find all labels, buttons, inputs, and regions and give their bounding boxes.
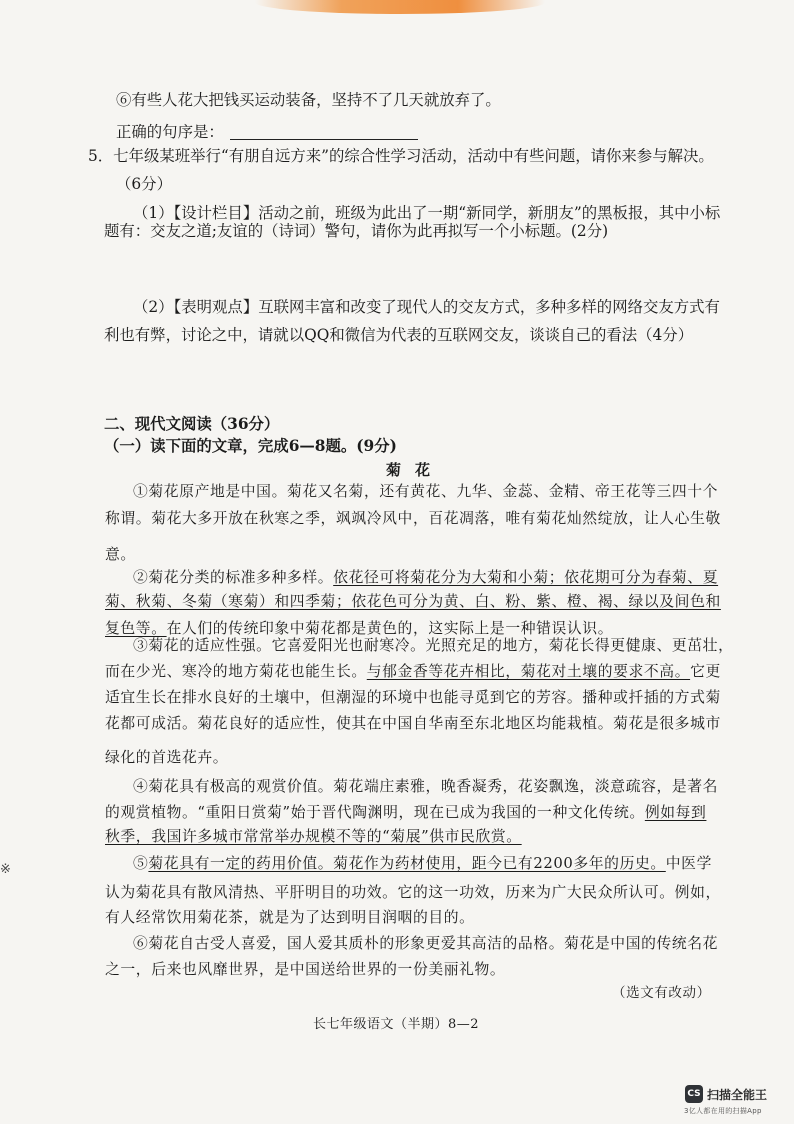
para5-line3: 有人经常饮用菊花茶，就是为了达到明目润咽的目的。 xyxy=(105,909,475,926)
sentence-item-6: ⑥有些人花大把钱买运动装备，坚持不了几天就放弃了。 xyxy=(116,91,501,109)
page-footer: 长七年级语文（半期）8—2 xyxy=(313,1017,480,1032)
section-subheading: （一）读下面的文章，完成6—8题。(9分) xyxy=(104,437,397,455)
para1-line1: ①菊花原产地是中国。菊花又名菊，还有黄花、九华、金蕊、金精、帝王花等三四十个 xyxy=(133,483,719,500)
para3-text-end: 它更 xyxy=(690,663,721,680)
question-5-part2: （2）【表明观点】互联网丰富和改变了现代人的交友方式，多种多样的网络交友方式有 xyxy=(133,298,720,316)
para3-text: 而在少光、寒冷的地方菊花也能生长。 xyxy=(105,663,367,680)
para4-underline: 例如每到 xyxy=(644,804,707,821)
para3-line3: 适宜生长在排水良好的土壤中，但潮湿的环境中也能寻觅到它的芳容。播种或扦插的方式菊 xyxy=(105,689,721,706)
question-5-part2-cont: 利也有弊，讨论之中，请就以QQ和微信为代表的互联网交友，谈谈自己的看法（4分） xyxy=(104,326,694,344)
question-5-part1: （1）【设计栏目】活动之前，班级为此出了一期“新同学，新朋友”的黑板报，其中小标 xyxy=(133,204,721,222)
para5-line2: 认为菊花具有散风清热、平肝明目的功效。它的这一功效，历来为广大民众所认可。例如， xyxy=(105,884,721,901)
para5-line1 xyxy=(133,852,712,873)
para6-line2: 之一，后来也风靡世界，是中国送给世界的一份美丽礼物。 xyxy=(105,961,506,978)
answer-blank[interactable] xyxy=(230,138,418,140)
para4-line2 xyxy=(105,801,706,822)
para4-line3: 秋季，我国许多城市常常举办规模不等的“菊展”供市民欣赏。 xyxy=(105,828,522,845)
para5-number: ⑤ xyxy=(133,855,149,872)
para2-text-end: 在人们的传统印象中菊花都是黄色的，这实际上是一种错误认识。 xyxy=(166,620,614,637)
answer-line xyxy=(116,120,418,142)
para3-underline: 与郁金香等花卉相比，菊花对土壤的要求不高。 xyxy=(366,663,691,680)
question-5-part1-cont: 题有：交友之道;友谊的（诗词）警句，请你为此再拟写一个小标题。(2分) xyxy=(104,222,609,240)
source-note: （选文有改动） xyxy=(612,985,711,1001)
margin-mark: ※ xyxy=(0,862,11,877)
para5-underline: 菊花具有一定的药用价值。菊花作为药材使用，距今已有2200多年的历史。 xyxy=(148,855,666,872)
para6-line1: ⑥菊花自古受人喜爱，国人爱其质朴的形象更爱其高洁的品格。菊花是中国的传统名花 xyxy=(133,935,719,952)
para2-line2: 菊、秋菊、冬菊（寒菊）和四季菊；依花色可分为黄、白、粉、紫、橙、褐、绿以及间色和 xyxy=(105,593,721,610)
para4-text: 的观赏植物。“重阳日赏菊”始于晋代陶渊明，现在已成为我国的一种文化传统。 xyxy=(105,804,645,821)
para1-line2: 称谓。菊花大多开放在秋寒之季，飒飒冷风中，百花凋落，唯有菊花灿然绽放，让人心生敬 xyxy=(105,510,721,527)
para1-line3: 意。 xyxy=(105,546,136,563)
scanner-brand: 扫描全能王 xyxy=(707,1088,768,1102)
para3-line4: 花都可成活。菊花良好的适应性，使其在中国自华南至东北地区均能栽植。菊花是很多城市 xyxy=(105,715,721,732)
orange-binding-mark xyxy=(255,0,545,14)
question-5-intro: 5．七年级某班举行“有朋自远方来”的综合性学习活动，活动中有些问题，请你来参与解决。 xyxy=(88,147,714,165)
article-title: 菊花 xyxy=(386,461,445,479)
para2-underline: 依花径可将菊花分为大菊和小菊；依花期可分为春菊、夏 xyxy=(333,569,719,586)
question-5-score: （6分） xyxy=(116,175,172,193)
camscanner-logo-icon: CS xyxy=(685,1085,703,1103)
para3-line2 xyxy=(105,660,721,681)
para3-line1: ③菊花的适应性强。它喜爱阳光也耐寒冷。光照充足的地方，菊花长得更健康、更茁壮， xyxy=(133,637,734,654)
section-heading: 二、现代文阅读（36分） xyxy=(104,415,280,433)
para2-underline-end: 复色等。 xyxy=(105,620,167,637)
para2-text: ②菊花分类的标准多种多样。 xyxy=(133,569,334,586)
para2-line1 xyxy=(133,566,718,587)
answer-label: 正确的句序是： xyxy=(116,123,224,141)
para3-line5: 绿化的首选花卉。 xyxy=(105,749,229,766)
para4-line1: ④菊花具有极高的观赏价值。菊花端庄素雅，晚香凝秀，花姿飘逸，淡意疏容，是著名 xyxy=(133,778,719,795)
para5-text: 中医学 xyxy=(665,855,712,872)
scanner-tagline: 3亿人都在用的扫描App xyxy=(684,1107,762,1115)
